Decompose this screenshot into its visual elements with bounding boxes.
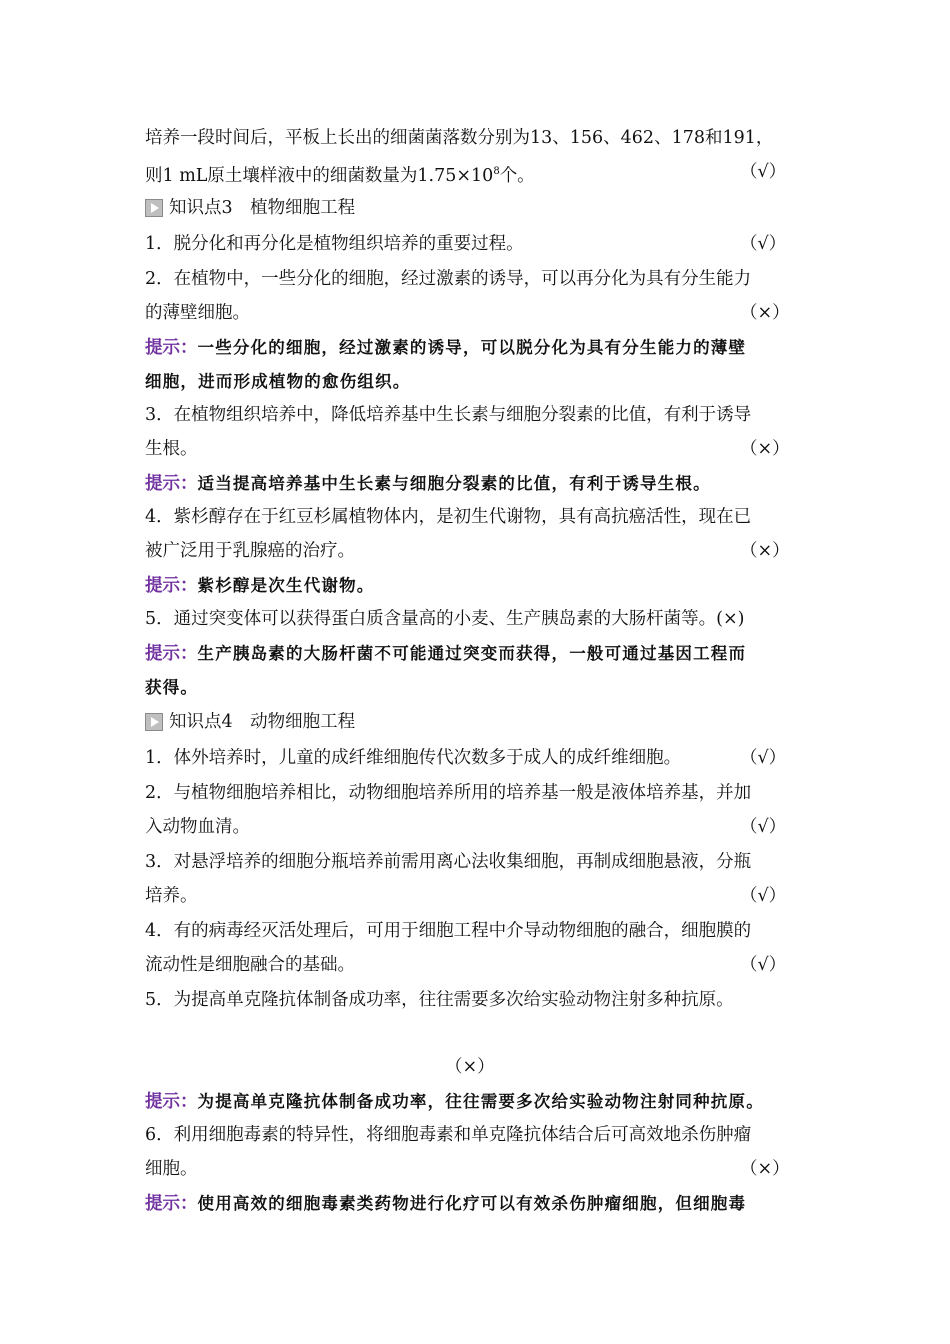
text-fragment: 则1 mL原土壤样液中的细菌数量为1.75×10 (145, 165, 494, 186)
section-heading-3 (145, 196, 355, 220)
question-line: 的薄壁细胞。 (145, 303, 250, 323)
question-line: 细胞。 (145, 1159, 198, 1179)
question-line: 5．通过突变体可以获得蛋白质含量高的小麦、生产胰岛素的大肠杆菌等。(×) (145, 609, 745, 629)
answer-mark: （√） (740, 162, 787, 182)
hint-line: 细胞，进而形成植物的愈伤组织。 (145, 372, 411, 391)
hint-line: 获得。 (145, 678, 199, 697)
answer-mark: （√） (740, 886, 787, 906)
question-line: 被广泛用于乳腺癌的治疗。 (145, 541, 355, 561)
question-line: 生根。 (145, 439, 198, 459)
question-line: 入动物血清。 (145, 817, 250, 837)
answer-mark: （×） (445, 1057, 495, 1077)
answer-mark: （×） (740, 303, 790, 323)
answer-mark: （√） (740, 234, 787, 254)
section-heading-4 (145, 710, 355, 734)
hint-label: 提示： (145, 474, 198, 494)
question-line: 6．利用细胞毒素的特异性，将细胞毒素和单克隆抗体结合后可高效地杀伤肿瘤 (145, 1125, 752, 1145)
text-line (145, 160, 805, 188)
section-title: 知识点4 动物细胞工程 (169, 712, 356, 732)
answer-mark: （×） (740, 541, 790, 561)
hint-label: 提示： (145, 576, 198, 596)
question-line: 4．紫杉醇存在于红豆杉属植物体内，是初生代谢物，具有高抗癌活性，现在已 (145, 507, 752, 527)
hint-text: 使用高效的细胞毒素类药物进行化疗可以有效杀伤肿瘤细胞，但细胞毒 (197, 1194, 747, 1213)
hint-line (145, 1192, 805, 1216)
hint-line (145, 472, 805, 496)
question-line: 3．在植物组织培养中，降低培养基中生长素与细胞分裂素的比值，有利于诱导 (145, 405, 752, 425)
question-line: 1．脱分化和再分化是植物组织培养的重要过程。 (145, 234, 524, 254)
hint-label: 提示： (145, 1194, 198, 1214)
hint-line (145, 336, 805, 360)
play-icon (145, 713, 163, 731)
hint-text: 为提高单克隆抗体制备成功率，往往需要多次给实验动物注射同种抗原。 (197, 1092, 764, 1111)
section-title: 知识点3 植物细胞工程 (169, 198, 356, 218)
hint-line (145, 574, 805, 598)
answer-mark: （×） (740, 439, 790, 459)
question-line: 4．有的病毒经灭活处理后，可用于细胞工程中介导动物细胞的融合，细胞膜的 (145, 921, 752, 941)
text-fragment: 个。 (499, 165, 535, 186)
answer-mark: （×） (740, 1159, 790, 1179)
hint-text: 生产胰岛素的大肠杆菌不可能通过突变而获得，一般可通过基因工程而 (197, 644, 747, 663)
answer-mark: （√） (740, 955, 787, 975)
question-line: 2．与植物细胞培养相比，动物细胞培养所用的培养基一般是液体培养基，并加 (145, 783, 752, 803)
hint-text: 紫杉醇是次生代谢物。 (197, 576, 375, 595)
question-line: 5．为提高单克隆抗体制备成功率，往往需要多次给实验动物注射多种抗原。 (145, 990, 734, 1010)
play-icon (145, 199, 163, 217)
answer-mark: （√） (740, 817, 787, 837)
hint-line (145, 642, 805, 666)
hint-text: 适当提高培养基中生长素与细胞分裂素的比值，有利于诱导生根。 (197, 474, 711, 493)
text-line: 培养一段时间后，平板上长出的细菌菌落数分别为13、156、462、178和191， (145, 128, 774, 148)
question-line: 培养。 (145, 886, 198, 906)
question-line: 流动性是细胞融合的基础。 (145, 955, 355, 975)
hint-text: 一些分化的细胞，经过激素的诱导，可以脱分化为具有分生能力的薄壁 (197, 338, 747, 357)
hint-label: 提示： (145, 644, 198, 664)
hint-line (145, 1090, 805, 1114)
superscript: 8 (493, 166, 500, 177)
hint-label: 提示： (145, 338, 198, 358)
question-line: 2．在植物中，一些分化的细胞，经过激素的诱导，可以再分化为具有分生能力 (145, 269, 752, 289)
question-line: 1．体外培养时，儿童的成纤维细胞传代次数多于成人的成纤维细胞。 (145, 748, 682, 768)
answer-mark: （√） (740, 748, 787, 768)
hint-label: 提示： (145, 1092, 198, 1112)
question-line: 3．对悬浮培养的细胞分瓶培养前需用离心法收集细胞，再制成细胞悬液，分瓶 (145, 852, 752, 872)
